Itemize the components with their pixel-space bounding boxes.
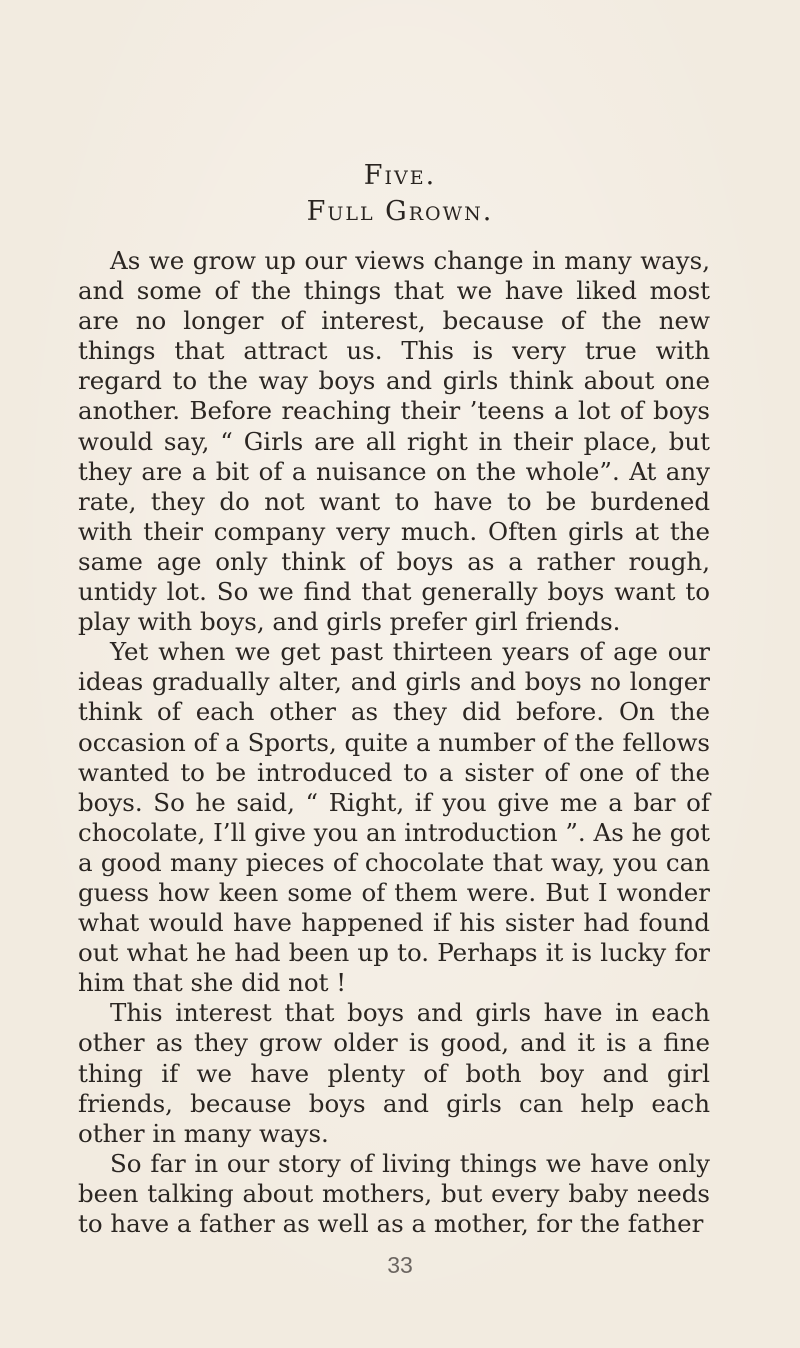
paragraph-4: So far in our story of living things we have only been talking about mothers, but every baby needs to have a father as well as a mother, for the father xyxy=(78,1148,710,1238)
paragraph-1: As we grow up our views change in many ways, and some of the things that we have liked most are no longer of interest, because of the new things that attract us. This is very true with regard to the way boys and girls think about one another. Before reaching their ’teens a lot of boys would say, “ Girls are all right in their place, but they are a bit of a nuisance on the whole”. At any rate, they do not want to have to be burdened with their company very much. Often girls at the same age only think of boys as a rather rough, untidy lot. So we find that generally boys want to play with boys, and girls prefer girl friends. xyxy=(78,246,710,637)
body-text xyxy=(78,246,710,1239)
chapter-number: Five. xyxy=(363,160,437,191)
paragraph-3: This interest that boys and girls have in each other as they grow older is good, and it is a fine thing if we have plenty of both boy and girl friends, because boys and girls can help each other in many ways. xyxy=(78,998,710,1148)
chapter-title: Full Grown. xyxy=(306,196,494,227)
page-number: 33 xyxy=(387,1252,413,1278)
paragraph-2: Yet when we get past thirteen years of age our ideas gradually alter, and girls and boys no longer think of each other as they did before. On the occasion of a Sports, quite a number of the fellows wanted to be introduced to a sister of one of the boys. So he said, “ Right, if you give me a bar of chocolate, I’ll give you an introduction ”. As he got a good many pieces of chocolate that way, you can guess how keen some of them were. But I wonder what would have happened if his sister had found out what he had been up to. Perhaps it is lucky for him that she did not ! xyxy=(78,637,710,998)
